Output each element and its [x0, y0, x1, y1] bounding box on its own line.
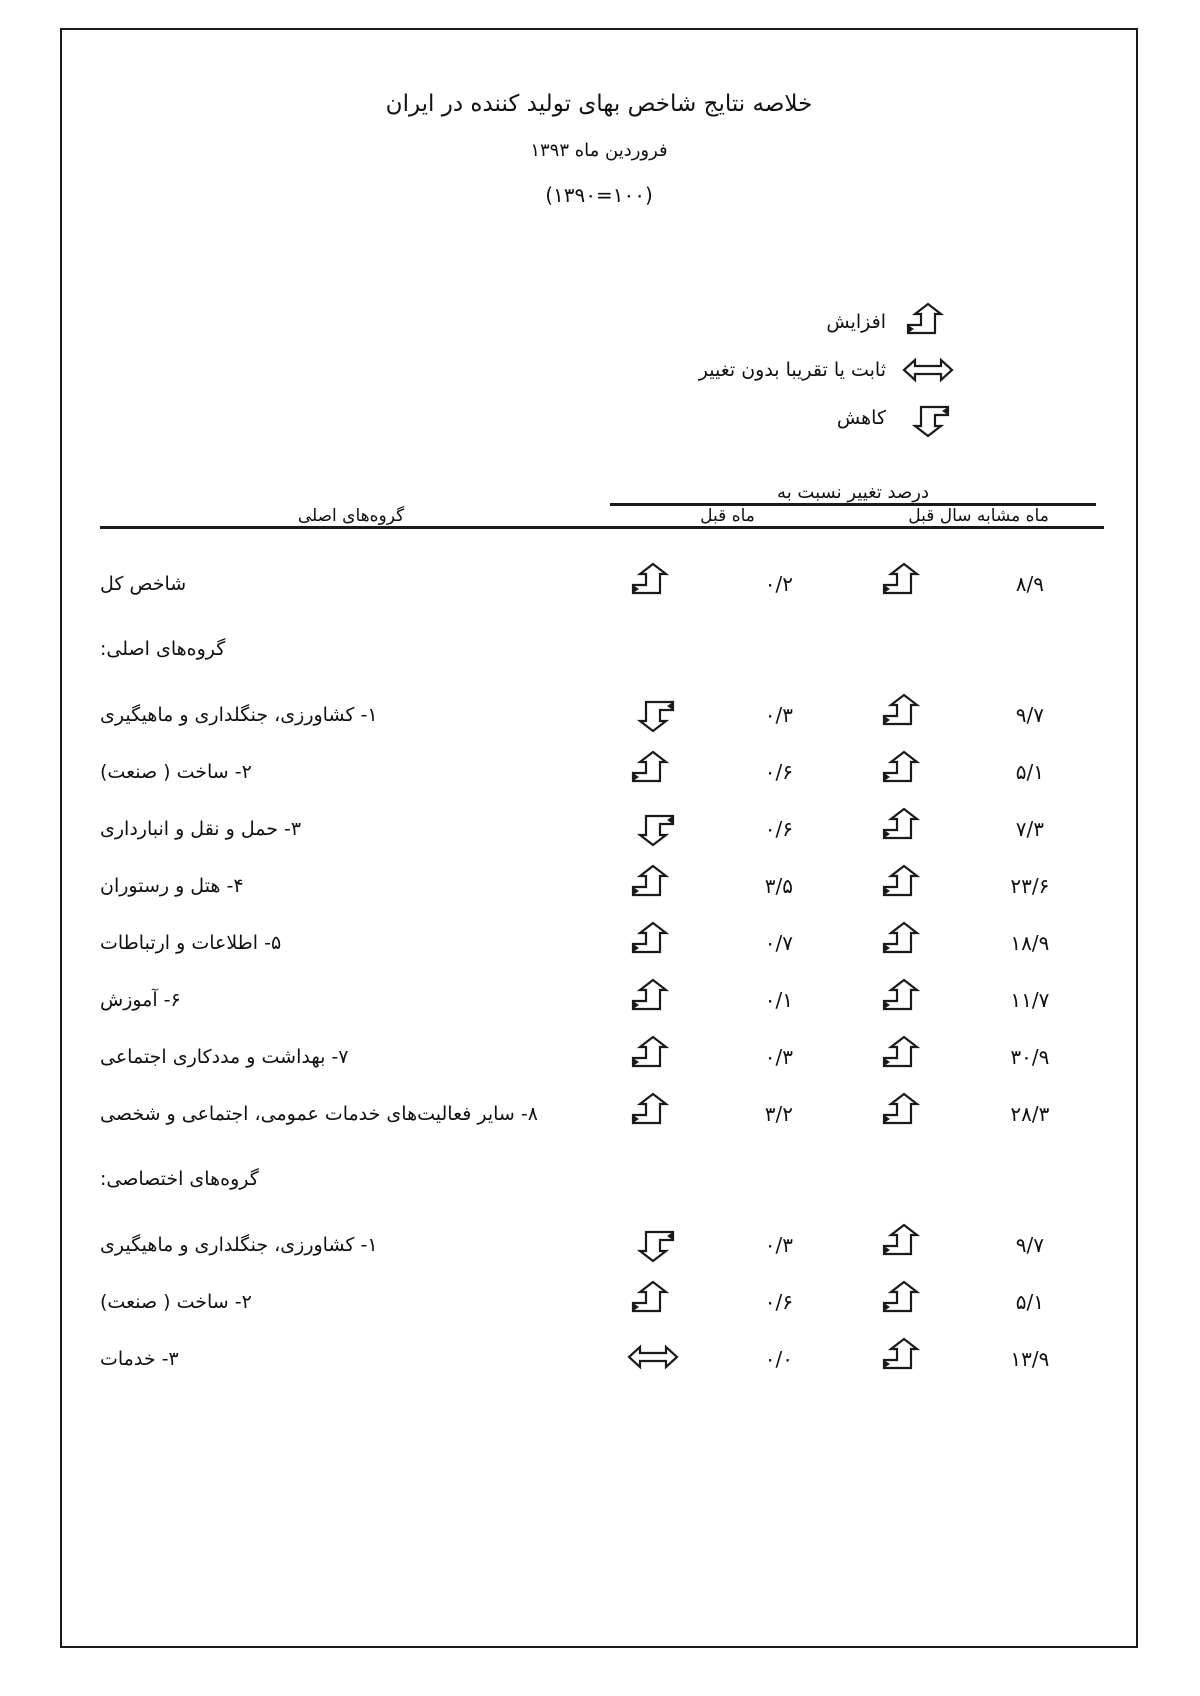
- cell-value-same-month-prev-year: ۵/۱: [1015, 1289, 1044, 1314]
- cell-value-same-month-prev-year: ۲۳/۶: [1010, 873, 1050, 898]
- base-period-label: (۱۳۹۰=۱۰۰): [545, 183, 653, 208]
- arrow-up-increase-icon: [878, 864, 930, 904]
- cell-value-prev-month: ۰/۲: [764, 571, 793, 596]
- cell-arrow-prev-month: [602, 1273, 705, 1330]
- arrow-up-increase-icon: [878, 978, 930, 1018]
- cell-arrow-same-month-prev-year: [853, 1085, 956, 1142]
- cell-arrow-same-month-prev-year: [853, 971, 956, 1028]
- cell-value-same-month-prev-year: ۱۳/۹: [1010, 1346, 1050, 1371]
- column-header-group: گروه‌های اصلی: [297, 506, 405, 526]
- table-row: [100, 800, 1104, 857]
- table-head: [100, 482, 1104, 555]
- arrow-up-increase-icon: [627, 978, 679, 1018]
- table-row: [100, 971, 1104, 1028]
- cell-value-prev-month: ۰/۶: [764, 816, 793, 841]
- arrow-up-increase-icon: [627, 1092, 679, 1132]
- cell-value-same-month-prev-year: ۱۸/۹: [1010, 930, 1050, 955]
- document-page: [60, 28, 1138, 1648]
- cell-arrow-same-month-prev-year: [853, 914, 956, 971]
- ppi-table-container: [100, 482, 1104, 1387]
- cell-value-same-month-prev-year: ۹/۷: [1015, 702, 1044, 727]
- legend-item: [616, 394, 956, 442]
- cell-value-same-month-prev-year: ۲۸/۳: [1010, 1101, 1050, 1126]
- ppi-table: [100, 482, 1104, 1387]
- cell-value-prev-month: ۰/۶: [764, 759, 793, 784]
- cell-group-name: ۶- آموزش: [100, 988, 181, 1011]
- cell-value-prev-month: ۰/۳: [764, 1044, 793, 1069]
- title-block: [62, 30, 1136, 207]
- arrow-up-increase-icon: [902, 302, 954, 342]
- cell-arrow-same-month-prev-year: [853, 1273, 956, 1330]
- cell-arrow-prev-month: [602, 555, 705, 612]
- legend-icon-slot: [900, 302, 956, 342]
- cell-group-name: ۴- هتل و رستوران: [100, 874, 244, 897]
- table-row: [100, 857, 1104, 914]
- arrow-up-increase-icon: [627, 1035, 679, 1075]
- page-subtitle: فروردین ماه ۱۳۹۳: [530, 140, 668, 162]
- legend: [616, 298, 956, 442]
- cell-arrow-prev-month: [602, 800, 705, 857]
- cell-arrow-prev-month: [602, 743, 705, 800]
- cell-value-prev-month: ۰/۶: [764, 1289, 793, 1314]
- legend-icon-slot: [900, 398, 956, 438]
- cell-arrow-same-month-prev-year: [853, 686, 956, 743]
- arrow-down-decrease-icon: [627, 807, 679, 847]
- cell-group-name: ۲- ساخت ( صنعت): [100, 760, 252, 783]
- cell-group-name: ۸- سایر فعالیت‌های خدمات عمومی، اجتماعی و شخصی: [100, 1102, 538, 1125]
- cell-arrow-prev-month: [602, 1216, 705, 1273]
- span-header-percent-change: درصد تغییر نسبت به: [777, 482, 929, 503]
- table-row: [100, 555, 1104, 612]
- arrow-up-increase-icon: [878, 750, 930, 790]
- section-heading: گروه‌های اختصاصی:: [100, 1168, 259, 1190]
- arrow-up-increase-icon: [627, 562, 679, 602]
- column-header-prev-month: ماه قبل: [700, 506, 755, 526]
- legend-item-label: ثابت یا تقریبا بدون تغییر: [698, 359, 886, 381]
- cell-arrow-same-month-prev-year: [853, 1216, 956, 1273]
- cell-arrow-same-month-prev-year: [853, 857, 956, 914]
- table-section-row: [100, 612, 1104, 686]
- arrow-up-increase-icon: [878, 921, 930, 961]
- legend-item-label: افزایش: [826, 311, 886, 333]
- cell-arrow-same-month-prev-year: [853, 1028, 956, 1085]
- cell-arrow-prev-month: [602, 857, 705, 914]
- table-section-row: [100, 1142, 1104, 1216]
- arrow-down-decrease-icon: [627, 693, 679, 733]
- arrow-double-horizontal-stable-icon: [627, 1337, 679, 1377]
- arrow-up-increase-icon: [627, 1280, 679, 1320]
- cell-value-same-month-prev-year: ۷/۳: [1015, 816, 1044, 841]
- cell-group-name: ۵- اطلاعات و ارتباطات: [100, 931, 282, 954]
- cell-group-name: ۳- خدمات: [100, 1347, 179, 1370]
- arrow-double-horizontal-stable-icon: [902, 350, 954, 390]
- arrow-up-increase-icon: [878, 562, 930, 602]
- arrow-up-increase-icon: [878, 1337, 930, 1377]
- arrow-up-increase-icon: [627, 921, 679, 961]
- cell-arrow-same-month-prev-year: [853, 800, 956, 857]
- cell-arrow-prev-month: [602, 1330, 705, 1387]
- table-row: [100, 1330, 1104, 1387]
- table-row: [100, 1216, 1104, 1273]
- cell-arrow-prev-month: [602, 971, 705, 1028]
- legend-icon-slot: [900, 350, 956, 390]
- table-row: [100, 914, 1104, 971]
- cell-arrow-same-month-prev-year: [853, 555, 956, 612]
- cell-arrow-same-month-prev-year: [853, 743, 956, 800]
- cell-value-prev-month: ۳/۲: [764, 1101, 793, 1126]
- cell-value-same-month-prev-year: ۵/۱: [1015, 759, 1044, 784]
- cell-value-same-month-prev-year: ۱۱/۷: [1010, 987, 1050, 1012]
- cell-group-name: ۱- کشاورزی، جنگلداری و ماهیگیری: [100, 1233, 378, 1256]
- cell-value-same-month-prev-year: ۹/۷: [1015, 1232, 1044, 1257]
- cell-arrow-prev-month: [602, 686, 705, 743]
- cell-value-same-month-prev-year: ۸/۹: [1015, 571, 1044, 596]
- table-row: [100, 1028, 1104, 1085]
- arrow-up-increase-icon: [627, 750, 679, 790]
- arrow-up-increase-icon: [878, 1092, 930, 1132]
- cell-arrow-prev-month: [602, 1085, 705, 1142]
- cell-arrow-prev-month: [602, 1028, 705, 1085]
- cell-value-prev-month: ۰/۱: [764, 987, 793, 1012]
- cell-group-name: ۲- ساخت ( صنعت): [100, 1290, 252, 1313]
- legend-item: [616, 298, 956, 346]
- cell-value-prev-month: ۰/۷: [764, 930, 793, 955]
- table-body: [100, 555, 1104, 1387]
- cell-arrow-same-month-prev-year: [853, 1330, 956, 1387]
- page-title: خلاصه نتایج شاخص بهای تولید کننده در ایران: [385, 91, 813, 117]
- arrow-up-increase-icon: [878, 1035, 930, 1075]
- cell-group-name: ۷- بهداشت و مددکاری اجتماعی: [100, 1045, 349, 1068]
- arrow-down-decrease-icon: [902, 398, 954, 438]
- table-row: [100, 743, 1104, 800]
- table-row: [100, 1273, 1104, 1330]
- cell-value-same-month-prev-year: ۳۰/۹: [1010, 1044, 1050, 1069]
- arrow-up-increase-icon: [878, 693, 930, 733]
- cell-value-prev-month: ۰/۳: [764, 1232, 793, 1257]
- table-row: [100, 686, 1104, 743]
- arrow-up-increase-icon: [878, 1223, 930, 1263]
- arrow-up-increase-icon: [878, 1280, 930, 1320]
- section-heading: گروه‌های اصلی:: [100, 638, 226, 660]
- cell-arrow-prev-month: [602, 914, 705, 971]
- cell-group-name: شاخص کل: [100, 572, 187, 595]
- column-header-same-month-prev-year: ماه مشابه سال قبل: [908, 506, 1049, 526]
- cell-value-prev-month: ۳/۵: [764, 873, 793, 898]
- arrow-up-increase-icon: [627, 864, 679, 904]
- cell-value-prev-month: ۰/۰: [764, 1346, 793, 1371]
- legend-item: [616, 346, 956, 394]
- cell-value-prev-month: ۰/۳: [764, 702, 793, 727]
- cell-group-name: ۳- حمل و نقل و انبارداری: [100, 817, 302, 840]
- legend-item-label: کاهش: [836, 407, 886, 429]
- arrow-down-decrease-icon: [627, 1223, 679, 1263]
- table-row: [100, 1085, 1104, 1142]
- cell-group-name: ۱- کشاورزی، جنگلداری و ماهیگیری: [100, 703, 378, 726]
- arrow-up-increase-icon: [878, 807, 930, 847]
